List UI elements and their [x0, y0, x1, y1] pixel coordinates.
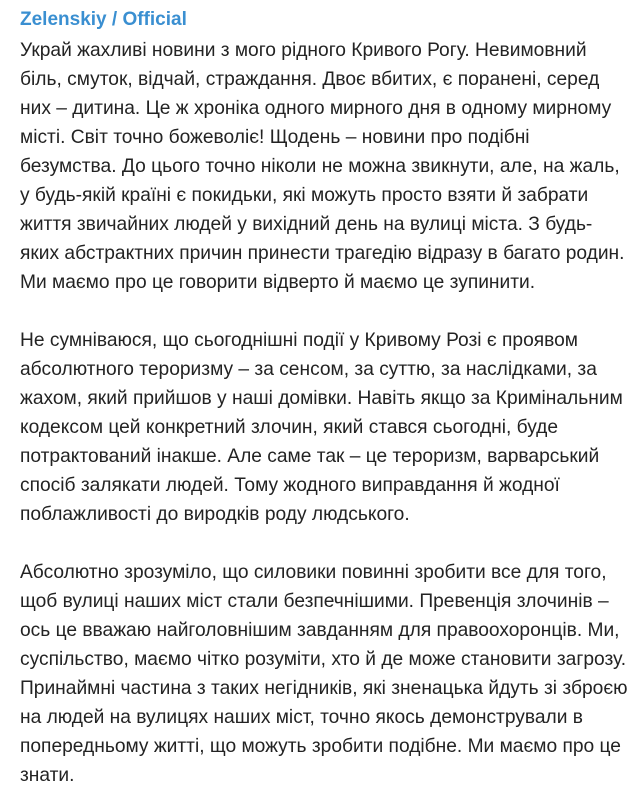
post-text	[20, 36, 630, 790]
post-paragraph-3: Абсолютно зрозуміло, що силовики повинні зробити все для того, щоб вулиці наших міст стали безпечнішими. Превенція злочинів – ось це вважаю найголовнішим завданням для правоохоронців. Ми, суспільство, маємо чітко розуміти, хто й де може становити загрозу. Принаймні частина з таких негідників, які зненацька йдуть зі зброєю на людей на вулицях наших міст, точно якось демонстрували в попередньому житті, що можуть зробити подібне. Ми маємо про це знати.	[20, 562, 628, 786]
post-paragraph-2: Не сумніваюся, що сьогоднішні події у Кривому Розі є проявом абсолютного тероризму – за сенсом, за суттю, за наслідками, за жахом, який прийшов у наші домівки. Навіть якщо за Кримінальним кодексом цей конкретний злочин, який стався сьогодні, буде потрактований інакше. Але саме так – це тероризм, варварський спосіб залякати людей. Тому жодного виправдання й жодної поблажливості до виродків роду людського.	[20, 330, 623, 525]
channel-name-link[interactable]: Zelenskiy / Official	[20, 9, 187, 30]
post-paragraph-1: Украй жахливі новини з мого рідного Кривого Рогу. Невимовний біль, смуток, відчай, страждання. Двоє вбитих, є поранені, серед них – дитина. Це ж хроніка одного мирного дня в одному мирному місті. Світ точно божеволіє! Щодень – новини про подібні безумства. До цього точно ніколи не можна звикнути, але, на жаль, у будь-якій країні є покидьки, які можуть просто взяти й забрати життя звичайних людей у вихідний день на вулиці міста. З будь-яких абстрактних причин принести трагедію відразу в багато родин. Ми маємо про це говорити відверто й маємо це зупинити.	[20, 40, 625, 293]
